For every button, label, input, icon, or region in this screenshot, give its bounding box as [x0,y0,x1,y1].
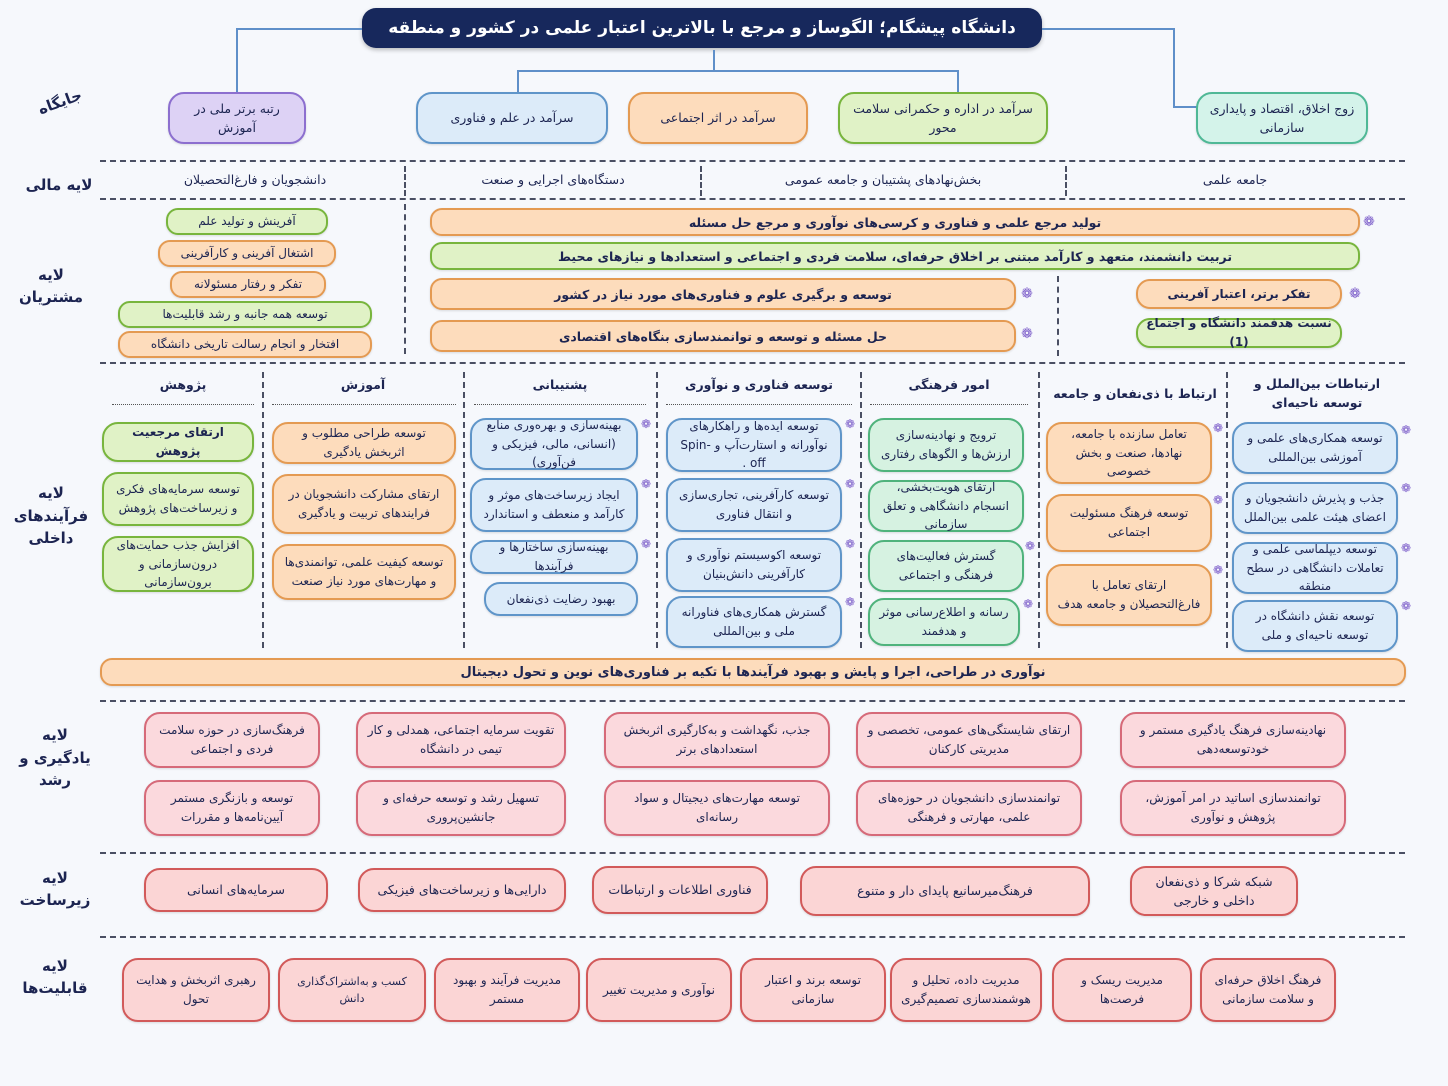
gear-icon: ❁ [1349,286,1361,302]
gear-icon: ❁ [1021,326,1033,342]
customer-bar: تولید مرجع علمی و فناوری و کرسی‌های نوآوری و مرجع حل مسئله [430,208,1360,236]
capability-box: توسعه برند و اعتبار سازمانی [740,958,886,1022]
layer-label-customers: لایه مشتریان [18,265,84,306]
connector-line [1173,28,1175,108]
infrastructure-box: سرمایه‌های انسانی [144,868,328,912]
international-box: توسعه نقش دانشگاه در توسعه ناحیه‌ای و ملی [1232,600,1398,652]
gear-icon: ❁ [640,417,652,431]
financial-divider [1065,166,1067,196]
position-box: رتبه برتر ملی در آموزش [168,92,306,144]
layer-divider [100,198,1405,200]
header-underline [112,404,254,405]
customer-right-box: تفکر برتر، اعتبار آفرینی [1136,279,1342,309]
capability-box: فرهنگ اخلاق حرفه‌ای و سلامت سازمانی [1200,958,1336,1022]
position-box: سرآمد در اداره و حکمرانی سلامت محور [838,92,1048,144]
connector-line [236,28,362,30]
customer-left-box: تفکر و رفتار مسئولانه [170,271,326,298]
learning-box: نهادینه‌سازی فرهنگ یادگیری مستمر و خودتوسعه‌دهی [1120,712,1346,768]
layer-label-infrastructure: لایه زیرساخت [19,868,91,909]
support-box: بهبود رضایت ذی‌نفعان [484,582,638,616]
gear-icon: ❁ [640,477,652,491]
layer-divider [100,362,1405,364]
stakeholders-box: ارتقای تعامل با فارغ‌التحصیلان و جامعه هدف [1046,564,1212,626]
layer-label-internal: لایه فرآیندهای داخلی [13,484,89,548]
column-divider [860,372,862,648]
stakeholders-box: توسعه فرهنگ مسئولیت اجتماعی [1046,494,1212,552]
gear-icon: ❁ [1212,493,1224,507]
research-box: ارتقای مرجعیت پژوهش [102,422,254,462]
international-box: جذب و پذیرش دانشجویان و اعضای هیئت علمی بین‌الملل [1232,482,1398,534]
international-box: توسعه دیپلماسی علمی و تعاملات دانشگاهی در سطح منطقه [1232,542,1398,594]
support-box: بهینه‌سازی و بهره‌وری منابع (انسانی، مالی، فیزیکی و فن‌آوری) [470,418,638,470]
gear-icon: ❁ [844,537,856,551]
layer-divider [100,160,1405,162]
layer-divider [100,852,1405,854]
gear-icon: ❁ [1400,423,1412,437]
support-box: بهینه‌سازی ساختارها و فرآیندها [470,540,638,574]
learning-box: توسعه مهارت‌های دیجیتال و سواد رسانه‌ای [604,780,830,836]
gear-icon: ❁ [1212,563,1224,577]
infrastructure-box: شبکه شرکا و ذی‌نفعان داخلی و خارجی [1130,866,1298,916]
connector-line [957,70,959,92]
education-box: توسعه کیفیت علمی، توانمندی‌ها و مهارت‌های مورد نیاز صنعت [272,544,456,600]
financial-item: بخش‌نهادهای پشتیبان و جامعه عمومی [784,171,982,187]
culture-box: ترویج و نهادینه‌سازی ارزش‌ها و الگوهای رفتاری [868,418,1024,472]
infrastructure-box: دارایی‌ها و زیرساخت‌های فیزیکی [358,868,566,912]
capability-box: مدیریت ریسک و فرصت‌ها [1052,958,1192,1022]
capability-box: مدیریت داده، تحلیل و هوشمندسازی تصمیم‌گیری [890,958,1042,1022]
column-divider [463,372,465,648]
page-title: دانشگاه پیشگام؛ الگوساز و مرجع با بالاترین اعتبار علمی در کشور و منطقه [362,8,1042,48]
position-box: سرآمد در اثر اجتماعی [628,92,808,144]
learning-box: جذب، نگهداشت و به‌کارگیری اثربخش استعدادهای برتر [604,712,830,768]
column-header-education: آموزش [340,376,386,392]
column-header-research: پژوهش [159,376,207,392]
internal-bar: نوآوری در طراحی، اجرا و پایش و بهبود فرآیندها با تکیه بر فناوری‌های نوین و تحول دیجیتال [100,658,1406,686]
customer-bar: تربیت دانشمند، متعهد و کارآمد مبتنی بر اخلاق حرفه‌ای، سلامت فردی و اجتماعی و استعدادها و نیازهای محیط [430,242,1360,270]
international-box: توسعه همکاری‌های علمی و آموزشی بین‌المللی [1232,422,1398,474]
column-header-tech: توسعه فناوری و نوآوری [685,376,833,392]
capability-box: نوآوری و مدیریت تغییر [586,958,732,1022]
support-box: ایجاد زیرساخت‌های موثر و کارآمد و منعطف و استاندارد [470,478,638,532]
culture-box: گسترش فعالیت‌های فرهنگی و اجتماعی [868,540,1024,592]
gear-icon: ❁ [1022,597,1034,611]
header-underline [474,404,646,405]
gear-icon: ❁ [1400,599,1412,613]
customer-left-box: آفرینش و تولید علم [166,208,328,235]
customer-divider [1057,276,1059,356]
gear-icon: ❁ [1363,214,1375,230]
connector-line [1042,28,1174,30]
gear-icon: ❁ [1024,539,1036,553]
financial-divider [404,166,406,196]
learning-box: ارتقای شایستگی‌های عمومی، تخصصی و مدیریتی کارکنان [856,712,1082,768]
header-underline [870,404,1028,405]
connector-line [517,70,519,92]
tech-box: توسعه اکوسیستم نوآوری و کارآفرینی دانش‌بنیان [666,538,842,592]
learning-box: توسعه و بازنگری مستمر آیین‌نامه‌ها و مقررات [144,780,320,836]
education-box: توسعه طراحی مطلوب و اثربخش یادگیری [272,422,456,464]
learning-box: تسهیل رشد و توسعه حرفه‌ای و جانشین‌پروری [356,780,566,836]
capability-box: مدیریت فرآیند و بهبود مستمر [434,958,580,1022]
customer-right-box: نسبت هدفمند دانشگاه و اجتماع (1) [1136,318,1342,348]
customer-left-box: توسعه همه جانبه و رشد قابلیت‌ها [118,301,372,328]
layer-label-capabilities: لایه قابلیت‌ها [22,956,88,997]
layer-label-learning: لایه یادگیری و رشد [19,726,91,790]
gear-icon: ❁ [1400,481,1412,495]
capability-box: رهبری اثربخش و هدایت تحول [122,958,270,1022]
gear-icon: ❁ [640,537,652,551]
financial-item: دستگاه‌های اجرایی و صنعت [481,171,625,187]
connector-line [713,50,715,70]
position-box: زوج اخلاق، اقتصاد و پایداری سازمانی [1196,92,1368,144]
column-header-culture: امور فرهنگی [908,376,990,392]
customer-bar: حل مسئله و توسعه و توانمندسازی بنگاه‌های اقتصادی [430,320,1016,352]
column-divider [656,372,658,648]
infrastructure-box: فناوری اطلاعات و ارتباطات [592,866,768,914]
column-header-support: پشتیبانی [532,376,588,392]
layer-label-financial: لایه مالی [25,175,93,194]
gear-icon: ❁ [844,477,856,491]
stakeholders-box: تعامل سازنده با جامعه، نهادها، صنعت و بخش خصوصی [1046,422,1212,484]
capability-box: کسب و به‌اشتراک‌گذاری دانش [278,958,426,1022]
financial-item: جامعه علمی [1202,171,1268,187]
tech-box: توسعه کارآفرینی، تجاری‌سازی و انتقال فناوری [666,478,842,532]
header-underline [272,404,456,405]
customer-left-box: افتخار و انجام رسالت تاریخی دانشگاه [118,331,372,358]
culture-box: ارتقای هویت‌بخشی، انسجام دانشگاهی و تعلق سازمانی [868,480,1024,532]
column-divider [1226,372,1228,648]
learning-box: توانمندسازی دانشجویان در حوزه‌های علمی، مهارتی و فرهنگی [856,780,1082,836]
financial-item: دانشجویان و فارغ‌التحصیلان [183,171,327,187]
connector-line [517,70,958,72]
research-box: توسعه سرمایه‌های فکری و زیرساخت‌های پژوهش [102,472,254,526]
column-divider [1038,372,1040,648]
learning-box: تقویت سرمایه اجتماعی، همدلی و کار تیمی در دانشگاه [356,712,566,768]
layer-label-position: جایگاه [35,85,85,118]
tech-box: گسترش همکاری‌های فناورانه ملی و بین‌المللی [666,596,842,648]
infrastructure-box: فرهنگ‌میرسانیع پایدای دار و متنوع [800,866,1090,916]
column-header-stakeholders: ارتباط با ذی‌نفعان و جامعه [1053,385,1217,401]
connector-line [1173,106,1197,108]
research-box: افزایش جذب حمایت‌های درون‌سازمانی و برون‌سازمانی [102,536,254,592]
customer-left-box: اشتغال آفرینی و کارآفرینی [158,240,336,267]
gear-icon: ❁ [1212,421,1224,435]
education-box: ارتقای مشارکت دانشجویان در فرایندهای تربیت و یادگیری [272,474,456,534]
tech-box: توسعه ایده‌ها و راهکارهای نوآورانه و استارت‌آپ و Spin-off . [666,418,842,472]
learning-box: توانمندسازی اساتید در امر آموزش، پژوهش و نوآوری [1120,780,1346,836]
layer-divider [100,700,1405,702]
customer-bar: توسعه و برگیری علوم و فناوری‌های مورد نیاز در کشور [430,278,1016,310]
layer-divider [100,936,1405,938]
learning-box: فرهنگ‌سازی در حوزه سلامت فردی و اجتماعی [144,712,320,768]
customer-divider [404,204,406,354]
gear-icon: ❁ [1021,286,1033,302]
header-underline [666,404,852,405]
connector-line [236,28,238,92]
column-header-international: ارتباطات بین‌الملل و توسعه ناحیه‌ای [1253,376,1381,410]
financial-divider [700,166,702,196]
gear-icon: ❁ [844,417,856,431]
position-box: سرآمد در علم و فناوری [416,92,608,144]
gear-icon: ❁ [1400,541,1412,555]
culture-box: رسانه و اطلاع‌رسانی موثر و هدفمند [868,598,1020,646]
column-divider [262,372,264,648]
gear-icon: ❁ [844,595,856,609]
